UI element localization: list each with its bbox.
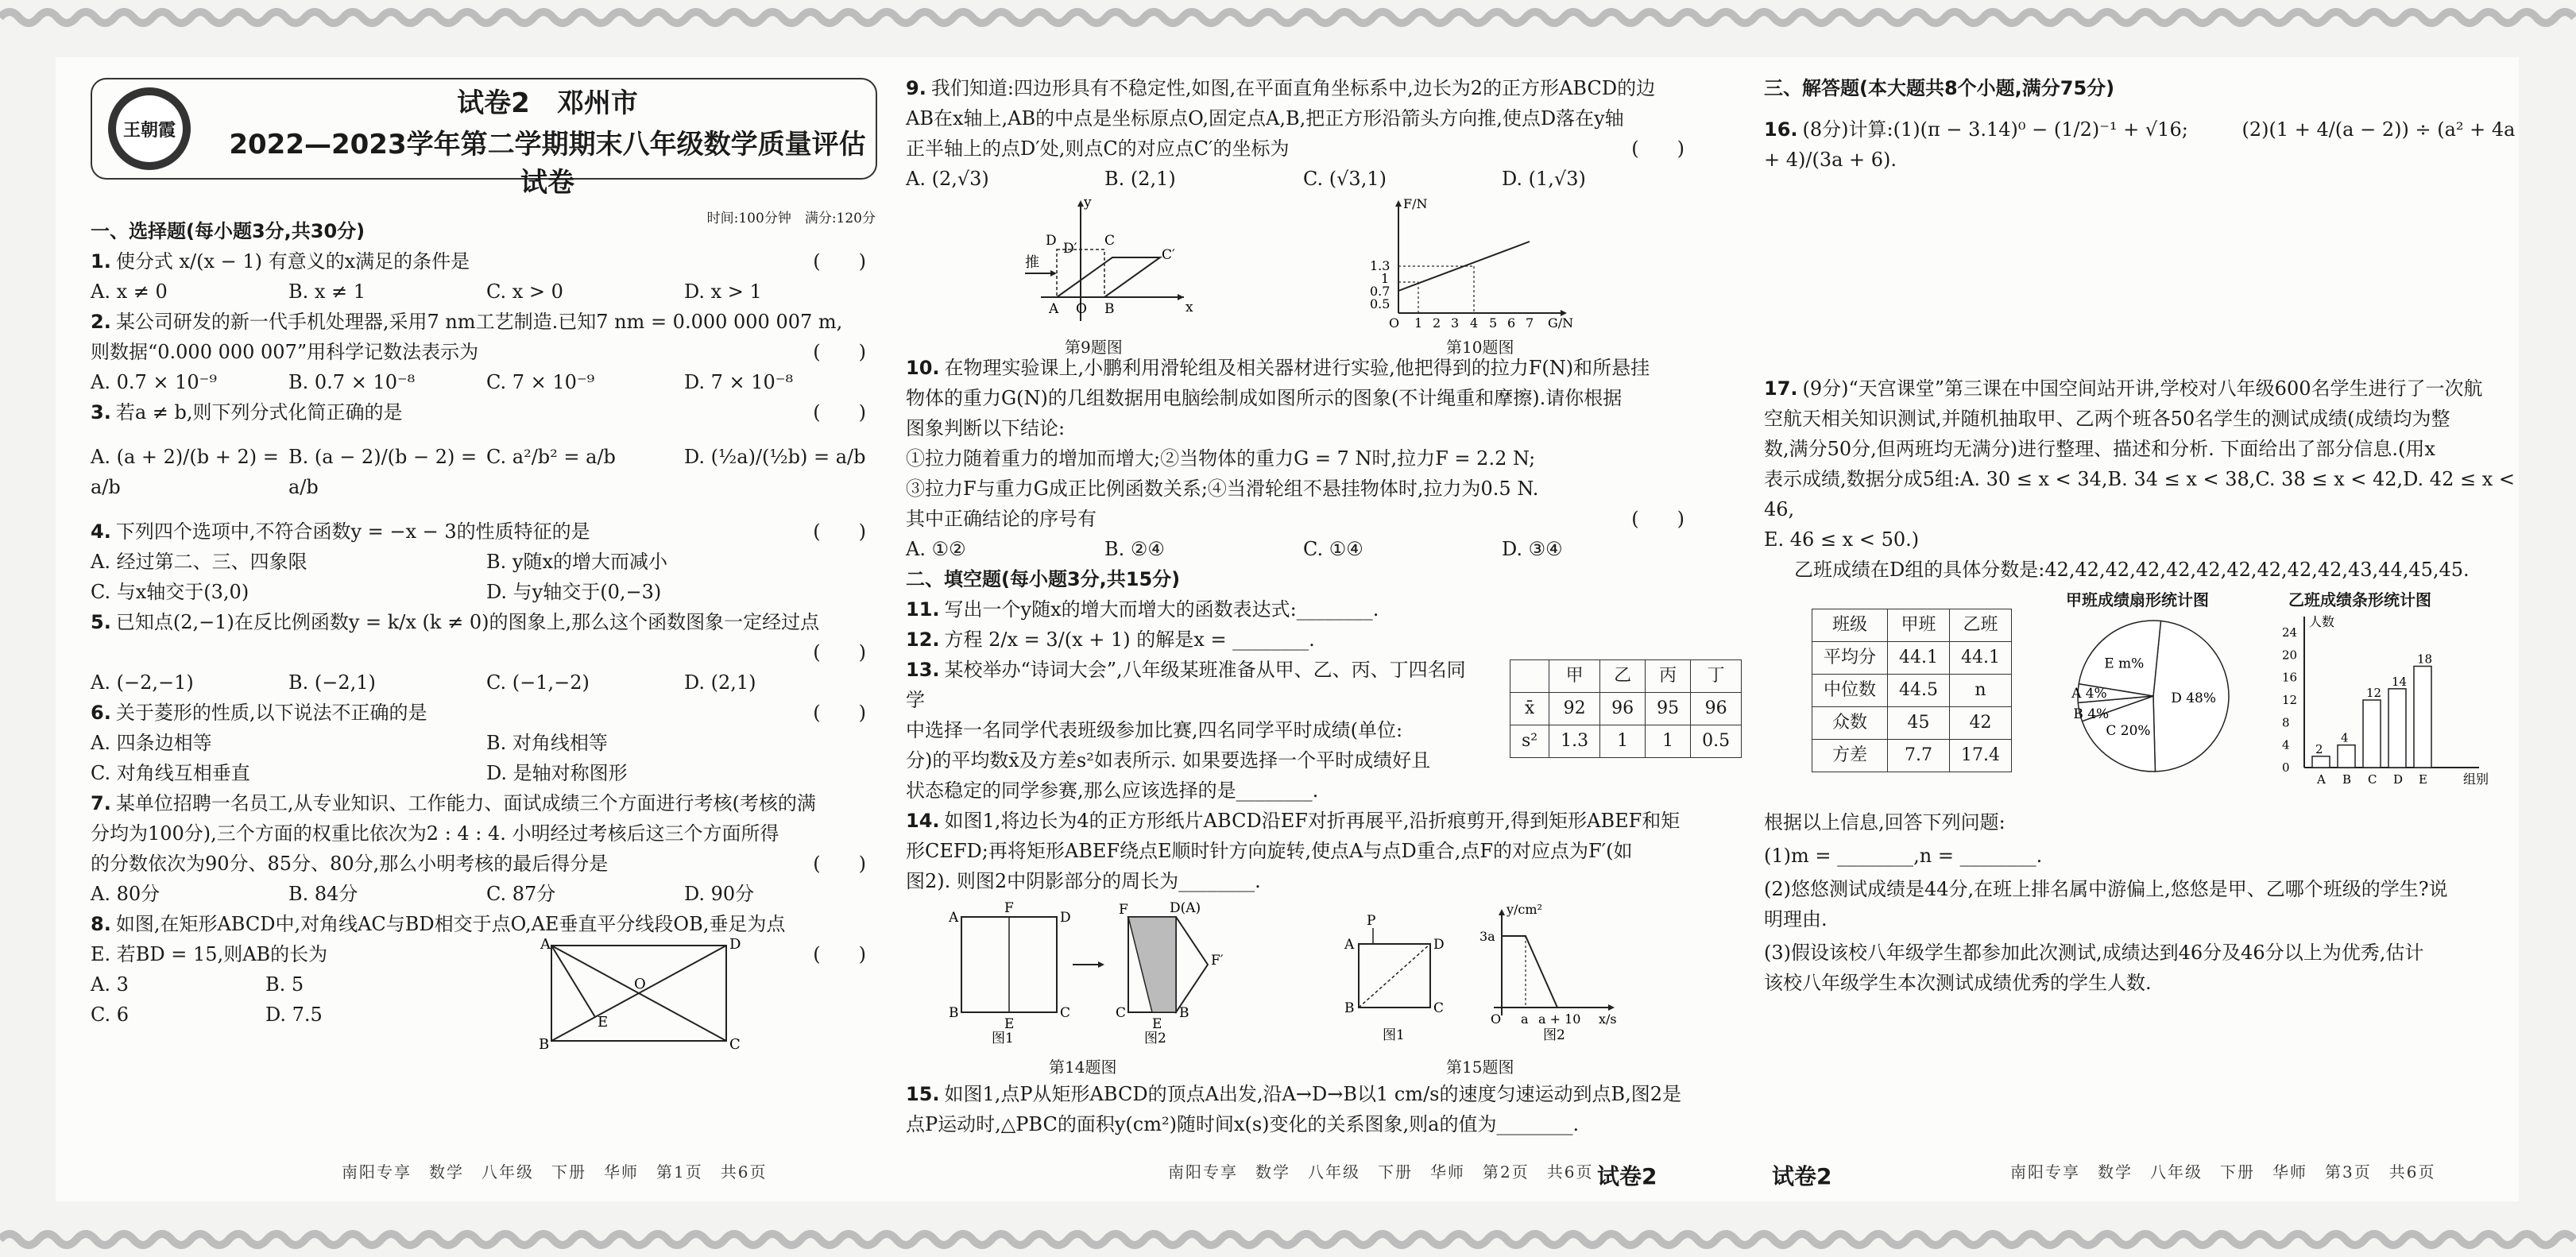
bar-value-label: 18 [2417,652,2433,667]
bar-A [2312,756,2330,768]
option-a[interactable]: A. x ≠ 0 [91,280,168,303]
rectangle-figure-q8 [536,938,742,1057]
options [91,969,440,1000]
x-tick-label: A [2317,772,2326,787]
option-c[interactable]: C. ①④ [1303,538,1363,560]
page-3: 三、解答题(本大题共8个小题,满分75分) 16. (8分)计算:(1)(π − 3.14)⁰ − (1/2)⁻¹ + √16; (2)(1 + 4/(a − 2)) ÷ (a² + 4a + 4)/(3a + 6). 17. (9分)“天宫课堂”第三课在中国空间站开讲,学校对八年级600名学生进行了一次航 空航天相关知识测试,并随机抽取甲、乙两个班各50名学生的测试成绩(成绩均为整 数,满分50分,但两班均无满分)进行整理、描述和分析. 下面给出了部分信息.(用x 表示成绩,数据分成5组:A. 30 ≤ x < 34,B. 34 ≤ x < 38,C. 38 ≤ x < 42,D. 42 ≤ x < 46, E. 46 ≤ x < 50.) 乙班成绩在D组的具体分数是:42,42,42,42,42,42,42,42,42,42,43,44,45,45. 班级 甲班 乙班 平均分 44.1 44.1 中位数 44.5 n 众数 45 42 方差 7.7 17.4 甲班成绩扇形统计图 D 48% C 20% B 4% A 4% E m% 乙班成绩条形统计图 人数 组别 0 4 8 12 16 20 24 2 A 4 B 12 C 14 D 18 E 根据以上信息,回答下列问题: (1)m = ________,n = ________. (2)悠悠测试成绩是44分,在班上排名属中游偏上,悠悠是甲、乙哪个班级的学生?说 明理由. (3)假设该校八年级学生都参加此次测试,成绩达到46分及46分以上为优秀,估计 该校八年级学生本次测试成绩优秀的学生人数. 试卷2 南阳专享 数学 八年级 下册 华师 第3页 共6页 [1756,57,2519,1201]
question-2: 2. 某公司研发的新一代手机处理器,采用7 nm工艺制造.已知7 nm = 0.000 000 007 m, [91,311,843,333]
option-d[interactable]: D. (2,1) [684,671,756,694]
option-b[interactable]: B. ②④ [1104,538,1165,560]
title-box [91,78,877,226]
svg-text:D: D [729,938,741,953]
square-figure-q9 [1025,194,1208,329]
bar-E [2414,667,2431,768]
options [91,728,882,758]
options [91,758,882,788]
pie-label-C: C 20% [2106,723,2151,740]
svg-text:B: B [949,1005,959,1021]
svg-text:D: D [1060,910,1071,926]
svg-text:图1: 图1 [1383,1027,1405,1043]
section-title: 三、解答题(本大题共8个小题,满分75分) [1764,77,2115,99]
figure-caption: 第15题图 [1446,1058,1514,1077]
svg-text:E: E [1004,1016,1015,1032]
question-6: 6. 关于菱形的性质,以下说法不正确的是 ( ) [91,702,866,724]
svg-text:图1: 图1 [992,1031,1014,1044]
bar-value-label: 4 [2341,730,2349,745]
option-b[interactable]: B. (a − 2)/(b − 2) = a/b [288,446,478,498]
svg-text:B: B [1104,301,1115,317]
svg-text:E: E [1152,1016,1162,1032]
svg-text:C: C [1433,1000,1445,1016]
y-tick-label: 16 [2282,670,2298,685]
svg-text:1: 1 [1381,271,1390,286]
option-b[interactable]: B. 5 [265,973,304,996]
line-graph-q10 [1351,194,1581,329]
option-c[interactable]: C. 87分 [486,883,556,905]
option-b[interactable]: B. (−2,1) [288,671,376,694]
question-16: 16. (8分)计算:(1)(π − 3.14)⁰ − (1/2)⁻¹ + √16; (2)(1 + 4/(a − 2)) ÷ (a² + 4a + 4)/(3a + 6). [1764,118,2516,171]
svg-text:1.3: 1.3 [1370,258,1390,273]
svg-text:C′: C′ [1162,247,1175,263]
rectangle-motion-figure-q15 [1335,896,1621,1047]
figure-caption: 第9题图 [1065,338,1123,357]
option-c[interactable]: C. 对角线互相垂直 [91,762,250,784]
option-d[interactable]: D. 7 × 10⁻⁸ [684,371,794,393]
svg-text:P: P [1367,913,1376,929]
options [91,442,882,502]
question-1: 1. 使分式 x/(x − 1) 有意义的x满足的条件是 ( ) [91,250,866,273]
options [91,879,882,909]
exam-title: 2022—2023学年第二学期期末八年级数学质量评估试卷 [229,129,866,199]
question-10: 10. 在物理实验课上,小鹏利用滑轮组及相关器材进行实验,他把得到的拉力F(N)和所悬挂 [906,357,1650,379]
svg-text:1: 1 [1414,315,1423,329]
time-score: 时间:100分钟 满分:120分 [706,211,876,226]
question-5: 5. 已知点(2,−1)在反比例函数y = k/x (k ≠ 0)的图象上,那么这个函数图象一定经过点 [91,611,820,633]
svg-text:B: B [1179,1005,1189,1021]
svg-text:C: C [1060,1005,1071,1021]
option-b[interactable]: B. 84分 [288,883,358,905]
x-tick-label: B [2342,772,2352,787]
svg-text:4: 4 [1470,315,1479,329]
x-axis-label: 组别 [2463,772,2489,787]
svg-text:D(A): D(A) [1170,901,1201,916]
option-a[interactable]: A. 80分 [91,883,161,905]
svg-text:O: O [1491,1011,1502,1027]
option-a[interactable]: A. ①② [906,538,966,560]
bar-D [2388,689,2406,768]
question-11: 11. 写出一个y随x的增大而增大的函数表达式:________. [906,598,1379,621]
option-d[interactable]: D. x > 1 [684,280,762,303]
option-c[interactable]: C. (−1,−2) [486,671,590,694]
option-c[interactable]: C. a²/b² = a/b [486,446,616,468]
option-d[interactable]: D. (½a)/(½b) = a/b [684,446,866,468]
y-tick-label: 20 [2282,648,2298,663]
question-8: 8. 如图,在矩形ABCD中,对角线AC与BD相交于点O,AE垂直平分线段OB,垂足为点 [91,913,786,935]
page-footer: 南阳专享 数学 八年级 下册 华师 第2页 共6页 [1168,1162,1594,1182]
question-13: 13. 某校举办“诗词大会”,八年级某班准备从甲、乙、丙、丁四名同学 [906,659,1466,711]
svg-text:图2: 图2 [1144,1031,1166,1044]
bar-value-label: 12 [2366,686,2382,700]
svg-text:x: x [1186,300,1193,315]
svg-text:3a: 3a [1479,929,1495,944]
svg-text:B: B [539,1036,550,1053]
options [906,164,1700,194]
page-footer: 南阳专享 数学 八年级 下册 华师 第3页 共6页 [2010,1162,2436,1182]
y-tick-label: 24 [2282,625,2298,640]
bar-value-label: 2 [2315,741,2323,756]
bar-chart-title: 乙班成绩条形统计图 [2288,590,2431,609]
svg-text:F: F [1119,902,1128,918]
option-b[interactable]: B. (2,1) [1104,168,1176,190]
score-table-q13: 甲 乙 丙 丁 x̄ 92 96 95 96 s² 1.3 1 1 0.5 [1510,659,1742,758]
question-3: 3. 若a ≠ b,则下列分式化简正确的是 ( ) [91,401,866,424]
svg-text:y/cm²: y/cm² [1507,902,1542,917]
question-17-part3: (3)假设该校八年级学生都参加此次测试,成绩达到46分及46分以上为优秀,估计 [1764,942,2424,964]
svg-text:A: A [949,910,959,926]
options [91,667,882,698]
pie-label-B: B 4% [2073,706,2110,722]
question-7: 7. 某单位招聘一名员工,从专业知识、工作能力、面试成绩三个方面进行考核(考核的满 [91,792,816,814]
svg-text:A: A [1344,937,1355,953]
x-tick-label: C [2368,772,2377,787]
pie-chart [2066,609,2257,799]
question-4: 4. 下列四个选项中,不符合函数y = −x − 3的性质特征的是 ( ) [91,520,866,543]
question-17-part2: (2)悠悠测试成绩是44分,在班上排名属中游偏上,悠悠是甲、乙哪个班级的学生?说 [1764,878,2448,900]
publisher-logo: 王朝霞 [108,87,191,170]
svg-text:C: C [729,1036,741,1053]
y-tick-label: 0 [2282,760,2290,775]
option-c[interactable]: C. 7 × 10⁻⁹ [486,371,595,393]
option-c[interactable]: C. x > 0 [486,280,563,303]
option-d[interactable]: D. (1,√3) [1502,168,1586,190]
pie-label-D: D 48% [2171,690,2217,706]
svg-text:C: C [1116,1005,1127,1021]
option-a[interactable]: A. (a + 2)/(b + 2) = a/b [91,446,279,498]
svg-text:推: 推 [1025,254,1039,271]
option-b[interactable]: B. 对角线相等 [486,732,608,754]
option-d[interactable]: D. 是轴对称图形 [486,762,628,784]
svg-text:a: a [1521,1011,1529,1027]
decorative-wave-top [0,0,2576,35]
svg-text:图2: 图2 [1543,1027,1565,1043]
bar-value-label: 14 [2392,674,2408,689]
svg-text:0.5: 0.5 [1370,296,1390,311]
option-a[interactable]: A. 3 [91,973,129,996]
option-a[interactable]: A. (−2,−1) [91,671,194,694]
options [91,367,882,397]
option-c[interactable]: C. 6 [91,1004,130,1026]
question-14: 14. 如图1,将边长为4的正方形纸片ABCD沿EF对折再展平,沿折痕剪开,得到矩形ABEF和矩 [906,810,1681,832]
svg-text:3: 3 [1451,315,1460,329]
svg-text:D: D [1046,233,1057,249]
options [91,577,882,607]
option-d[interactable]: D. 90分 [684,883,755,905]
option-a[interactable]: A. 四条边相等 [91,732,212,754]
pie-label-E: E m% [2104,656,2145,672]
x-tick-label: D [2393,772,2404,787]
y-tick-label: 8 [2282,715,2290,730]
svg-text:G/N: G/N [1548,315,1574,329]
page-footer: 南阳专享 数学 八年级 下册 华师 第1页 共6页 [342,1162,768,1182]
options [906,534,1700,564]
svg-text:O: O [634,976,646,992]
option-c[interactable]: C. 与x轴交于(3,0) [91,581,249,603]
options [91,277,882,307]
x-tick-label: E [2419,772,2427,787]
pie-chart-title: 甲班成绩扇形统计图 [2066,590,2209,609]
exam-tag: 试卷2 [1597,1163,1657,1189]
option-d[interactable]: D. 与y轴交于(0,−3) [486,581,662,603]
svg-text:A: A [1049,301,1059,317]
option-b[interactable]: B. 0.7 × 10⁻⁸ [288,371,416,393]
bar-B [2338,745,2355,768]
option-a[interactable]: A. 经过第二、三、四象限 [91,551,307,573]
options [91,1000,440,1030]
option-c[interactable]: C. (√3,1) [1303,168,1387,190]
svg-text:F: F [1004,901,1014,916]
exam-tag: 试卷2 [1772,1163,1832,1189]
option-b[interactable]: B. y随x的增大而减小 [486,551,667,573]
svg-text:D: D [1433,937,1445,953]
pie-label-A: A 4% [2071,686,2107,702]
svg-text:y: y [1084,195,1092,211]
bar-C [2363,700,2381,768]
paper [56,57,2519,1201]
option-a[interactable]: A. 0.7 × 10⁻⁹ [91,371,217,393]
svg-text:C: C [1104,233,1116,249]
figure-caption: 第10题图 [1446,338,1514,357]
svg-text:A: A [540,938,551,953]
figure-caption: 第14题图 [1049,1058,1117,1077]
exam-label: 试卷2 邓州市 [457,87,638,119]
svg-text:a + 10: a + 10 [1538,1011,1581,1027]
option-d[interactable]: D. 7.5 [265,1004,323,1026]
y-tick-label: 12 [2282,693,2298,707]
svg-text:D′: D′ [1063,241,1077,257]
svg-text:5: 5 [1489,315,1498,329]
svg-text:0.7: 0.7 [1370,284,1390,299]
svg-text:2: 2 [1433,315,1441,329]
svg-text:O: O [1389,315,1400,329]
section-title: 一、选择题(每小题3分,共30分) [91,220,366,242]
y-axis-label: 人数 [2309,614,2335,629]
option-a[interactable]: A. (2,√3) [906,168,989,190]
stats-table-q17: 班级 甲班 乙班 平均分 44.1 44.1 中位数 44.5 n 众数 45 42 方差 7.7 17.4 [1812,609,2012,772]
svg-text:B: B [1344,1000,1355,1016]
option-b[interactable]: B. x ≠ 1 [288,280,366,303]
question-17-ask: 根据以上信息,回答下列问题: [1764,811,2005,833]
question-17: 17. (9分)“天宫课堂”第三课在中国空间站开讲,学校对八年级600名学生进行了一次航 [1764,377,2483,400]
question-15: 15. 如图1,点P从矩形ABCD的顶点A出发,沿A→D→B以1 cm/s的速度匀速运动到点B,图2是 [906,1083,1682,1105]
svg-text:O: O [1076,301,1087,317]
bar-chart [2272,609,2503,799]
section-title: 二、填空题(每小题3分,共15分) [906,568,1181,590]
svg-text:F/N: F/N [1403,196,1428,211]
question-9: 9. 我们知道:四边形具有不稳定性,如图,在平面直角坐标系中,边长为2的正方形ABCD的边 [906,77,1656,99]
svg-text:F′: F′ [1211,953,1224,969]
svg-text:E: E [598,1014,609,1031]
question-12: 12. 方程 2/x = 3/(x + 1) 的解是x = ________. [906,628,1315,651]
question-17-part1: (1)m = ________,n = ________. [1764,845,2043,867]
paper-fold-figure-q14 [946,901,1232,1044]
svg-text:7: 7 [1526,315,1534,329]
page-2: 9. 我们知道:四边形具有不稳定性,如图,在平面直角坐标系中,边长为2的正方形ABCD的边 AB在x轴上,AB的中点是坐标原点O,固定点A,B,把正方形沿箭头方向推,使点D落在y轴 正半轴上的点D′处,则点C的对应点C′的坐标为 ( ) A. (2,√3) B. (2,1) C. (√3,1) D. (1,√3) 推 A O B D D′ C C′ y x 第9题图 F/N G/N 1.3 1 0.7 0.5 O 1 2 3 4 5 6 7 第10题图 10. 在物理实验课上,小鹏利用滑轮组及相关器材进行实验,他把得到的拉力F(N)和所悬挂 物体的重力G(N)的几组数据用电脑绘制成如图所示的图象(不计绳重和摩擦).请你根据 图象判断以下结论: ①拉力随着重力的增加而增大;②当物体的重力G = 7 N时,拉力F = 2.2 N; ③拉力F与重力G成正比例函数关系;④当滑轮组不悬挂物体时,拉力为0.5 N. 其中正确结论的序号有 ( ) A. ①② B. ②④ C. ①④ D. ③④ 二、填空题(每小题3分,共15分) 11. 写出一个y随x的增大而增大的函数表达式:________. 12. 方程 2/x = 3/(x + 1) 的解是x = ________. 13. 某校举办“诗词大会”,八年级某班准备从甲、乙、丙、丁四名同学 中选择一名同学代表班级参加比赛,四名同学平时成绩(单位: 分)的平均数x̄及方差s²如表所示. 如果要选择一个平时成绩好且 状态稳定的同学参赛,那么应该选择的是________. 甲 乙 丙 丁 x̄ 92 96 95 96 s² 1.3 1 1 0.5 14. 如图1,将边长为4的正方形纸片ABCD沿EF对折再展平,沿折痕剪开,得到矩形ABEF和矩 形CEFD;再将矩形ABEF绕点E顺时针方向旋转,使点A与点D重合,点F的对应点为F′(如 图2). 则图2中阴影部分的周长为________. A F D B E C F D(A) F′ C E B 图1 图2 第14题图 A P D B C y/cm² x/s 3a O a a + 10 图1 图2 第15题图 15. 如图1,点P从矩形ABCD的顶点A出发,沿A→D→B以1 cm/s的速度匀速运动到点B,图2是 点P运动时,△PBC的面积y(cm²)随时间x(s)变化的关系图象,则a的值为________. 南阳专享 数学 八年级 下册 华师 第2页 共6页 试卷2 [898,57,1700,1201]
page-1: 王朝霞 试卷2 邓州市 2022—2023学年第二学期期末八年级数学质量评估试卷 时间:100分钟 满分:120分 一、选择题(每小题3分,共30分) 1. 使分式 x/(x − 1) 有意义的x满足的条件是 ( ) A. x ≠ 0 B. x ≠ 1 C. x > 0 D. x > 1 2. 某公司研发的新一代手机处理器,采用7 nm工艺制造.已知7 nm = 0.000 000 007 m, 则数据“0.000 000 007”用科学记数法表示为 ( ) A. 0.7 × 10⁻⁹ B. 0.7 × 10⁻⁸ C. 7 × 10⁻⁹ D. 7 × 10⁻⁸ 3. 若a ≠ b,则下列分式化简正确的是 ( ) A. (a + 2)/(b + 2) = a/b B. (a − 2)/(b − 2) = a/b C. a²/b² = a/b D. (½a)/(½b) = a/b 4. 下列四个选项中,不符合函数y = −x − 3的性质特征的是 ( ) A. 经过第二、三、四象限 B. y随x的增大而减小 C. 与x轴交于(3,0) D. 与y轴交于(0,−3) 5. 已知点(2,−1)在反比例函数y = k/x (k ≠ 0)的图象上,那么这个函数图象一定经过点 ( ) A. (−2,−1) B. (−2,1) C. (−1,−2) D. (2,1) 6. 关于菱形的性质,以下说法不正确的是 ( ) A. 四条边相等 B. 对角线相等 C. 对角线互相垂直 D. 是轴对称图形 7. 某单位招聘一名员工,从专业知识、工作能力、面试成绩三个方面进行考核(考核的满 分均为100分),三个方面的权重比依次为2 : 4 : 4. 小明经过考核后这三个方面所得 的分数依次为90分、85分、80分,那么小明考核的最后得分是 ( ) A. 80分 B. 84分 C. 87分 D. 90分 8. 如图,在矩形ABCD中,对角线AC与BD相交于点O,AE垂直平分线段OB,垂足为点 E. 若BD = 15,则AB的长为 ( ) A. 3 B. 5 C. 6 D. 7.5 A D B C O E 南阳专享 数学 八年级 下册 华师 第1页 共6页 [79,57,882,1201]
option-d[interactable]: D. ③④ [1502,538,1563,560]
options [91,547,882,577]
decorative-wave-bottom [0,1222,2576,1257]
y-tick-label: 4 [2282,737,2290,752]
svg-text:x/s: x/s [1599,1011,1617,1027]
svg-text:6: 6 [1507,315,1516,329]
